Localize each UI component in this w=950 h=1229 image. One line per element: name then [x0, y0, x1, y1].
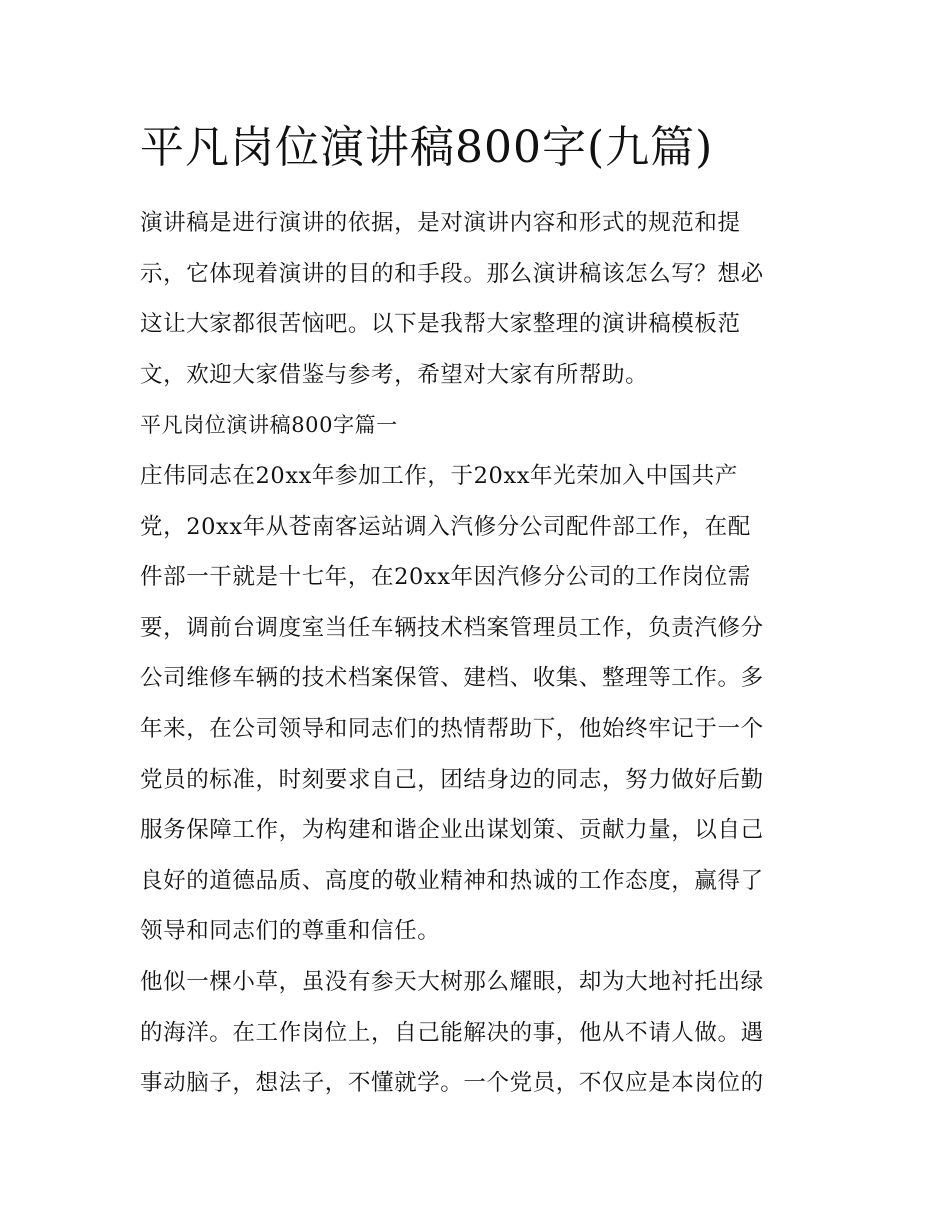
body-line: 公司维修车辆的技术档案保管、建档、收集、整理等工作。多	[140, 665, 764, 692]
body-line: 党，20xx年从苍南客运站调入汽修分公司配件部工作，在配	[140, 513, 751, 540]
body-line: 庄伟同志在20xx年参加工作，于20xx年光荣加入中国共产	[140, 462, 738, 489]
body-line: 件部一干就是十七年，在20xx年因汽修分公司的工作岗位需	[140, 564, 751, 591]
body-line: 的海洋。在工作岗位上，自己能解决的事，他从不请人做。遇	[140, 1019, 764, 1046]
document-title: 平凡岗位演讲稿800字(九篇)	[140, 122, 714, 173]
document-body	[140, 198, 820, 1109]
body-line: 文，欢迎大家借鉴与参考，希望对大家有所帮助。	[140, 361, 649, 388]
body-line: 事动脑子，想法子，不懂就学。一个党员，不仅应是本岗位的	[140, 1070, 764, 1097]
body-line: 服务保障工作，为构建和谐企业出谋划策、贡献力量，以自己	[140, 817, 764, 844]
body-line: 演讲稿是进行演讲的依据，是对演讲内容和形式的规范和提	[140, 210, 741, 236]
body-line: 年来，在公司领导和同志们的热情帮助下，他始终牢记于一个	[140, 715, 764, 742]
section-heading: 平凡岗位演讲稿800字篇一	[140, 413, 398, 438]
body-line: 他似一棵小草，虽没有参天大树那么耀眼，却为大地衬托出绿	[140, 968, 764, 995]
body-line: 良好的道德品质、高度的敬业精神和热诚的工作态度，赢得了	[140, 867, 764, 894]
body-line: 示，它体现着演讲的目的和手段。那么演讲稿该怎么写？想必	[140, 260, 764, 287]
body-line: 领导和同志们的尊重和信任。	[140, 918, 441, 945]
body-line: 党员的标准，时刻要求自己，团结身边的同志，努力做好后勤	[140, 766, 764, 793]
body-line: 这让大家都很苦恼吧。以下是我帮大家整理的演讲稿模板范	[140, 311, 741, 338]
body-line: 要，调前台调度室当任车辆技术档案管理员工作，负责汽修分	[140, 614, 764, 641]
